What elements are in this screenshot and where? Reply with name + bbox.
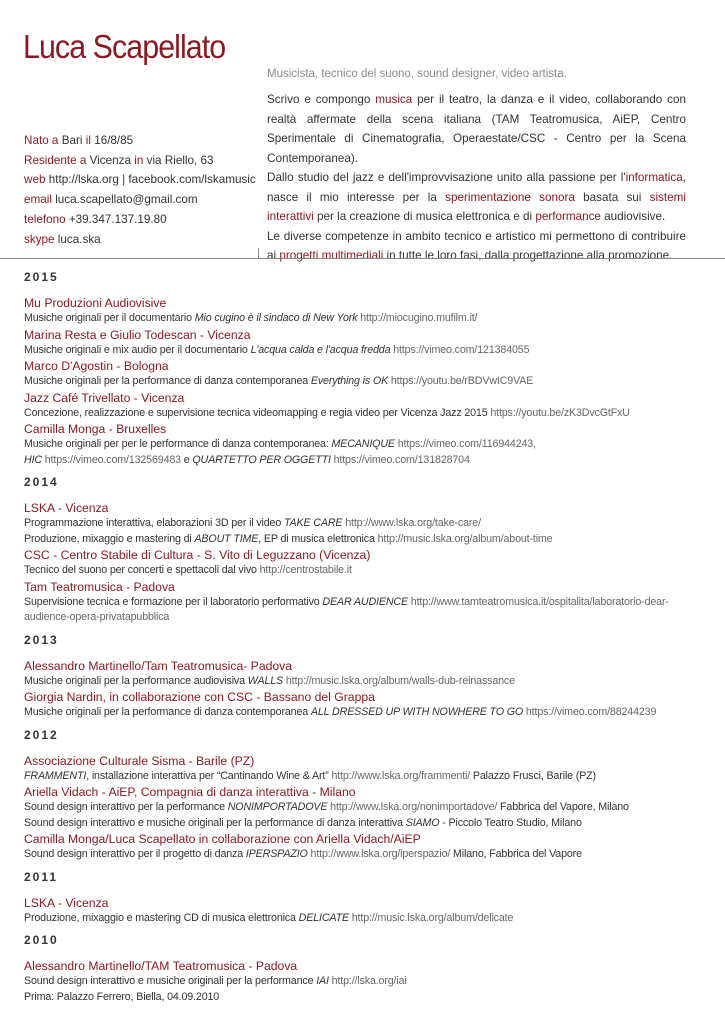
text-segment: facebook.com/lskamusic — [128, 173, 256, 187]
contact-row — [24, 131, 256, 151]
text-segment: http://music.lska.org/album/about-time — [374, 532, 553, 545]
text-segment: Sound design interattivo e musiche originali per la performance di danza interattiva — [24, 816, 406, 829]
year-heading: 2010 — [24, 933, 59, 947]
work-description — [24, 516, 714, 532]
text-segment: in tutte le loro fasi, dalla progettazione alla promozione. — [383, 249, 673, 262]
text-segment: per il teatro, la danza e il video, collaborando con realtà affermate della scena italiana (TAM Teatromusica, AiEP, Centro Sperimentale di Cinematografia, Operaestate/CSC - Centro per la Scena Contemporanea). — [267, 93, 686, 165]
work-description — [24, 847, 714, 863]
text-segment: , EP di musica elettronica — [258, 532, 375, 545]
text-segment: http://music.lska.org/album/walls-dub-reinassance — [283, 674, 515, 687]
work-description — [24, 453, 714, 469]
work-description — [24, 595, 704, 626]
client-name: Ariella Vidach - AiEP, Compagnia di danza interattiva - Milano — [24, 785, 356, 799]
text-segment: Musiche originali per la performance audiovisiva — [24, 674, 248, 687]
text-segment: - Piccolo Teatro Studio, Milano — [439, 816, 582, 829]
cv-year-section — [24, 270, 714, 468]
text-segment: Musiche originali e mix audio per il documentario — [24, 343, 251, 356]
bio-paragraph — [267, 168, 686, 227]
text-segment: HIC — [24, 453, 42, 466]
client-name: Jazz Café Trivellato - Vicenza — [24, 390, 185, 405]
text-segment: Sound design interattivo e musiche originali per la performance — [24, 975, 317, 987]
text-segment: http://www.lska.org/take-care/ — [342, 517, 481, 529]
text-segment: http://miocugino.mufilm.it/ — [357, 312, 478, 324]
text-segment: Tecnico del suono per concerti e spettacoli dal vivo — [24, 564, 257, 576]
client-name: Marina Resta e Giulio Todescan - Vicenza — [24, 327, 251, 342]
subtitle: Musicista, tecnico del suono, sound designer, video artista. — [267, 68, 567, 80]
text-segment: Produzione, mixaggio e mastering di — [24, 532, 195, 545]
text-segment: il — [85, 134, 95, 147]
work-description — [24, 374, 714, 390]
client-name: Camilla Monga - Bruxelles — [24, 422, 167, 436]
year-heading: 2011 — [24, 869, 59, 884]
client-name: LSKA - Vicenza — [24, 895, 109, 910]
work-description — [24, 406, 714, 422]
text-segment: Produzione, mixaggio e mastering CD di musica elettronica — [24, 911, 299, 924]
text-segment: SIAMO — [405, 816, 440, 829]
client-name: Giorgia Nardin, in collaborazione con CSC - Bassano del Grappa — [24, 690, 375, 704]
work-description — [24, 532, 714, 548]
text-segment: Fabbrica del Vapore, Milano — [497, 801, 629, 813]
divider — [0, 258, 725, 259]
text-segment: http://lska.org — [48, 173, 123, 187]
text-segment: https://vimeo.com/131828704 — [330, 453, 470, 466]
text-segment: Milano, Fabbrica del Vapore — [450, 848, 582, 860]
work-description — [24, 990, 714, 1006]
text-segment: Everything is OK — [310, 375, 389, 387]
text-segment: http://centrostabile.it — [256, 564, 352, 576]
text-segment: Supervisione tecnica e formazione per il laboratorio performativo — [24, 595, 323, 608]
text-segment: luca.scapellato@gmail.com — [55, 193, 198, 207]
page-title: Luca Scapellato — [23, 28, 226, 65]
work-description — [24, 563, 714, 579]
text-segment: Musiche originali per il documentario — [24, 312, 195, 324]
work-description — [24, 437, 714, 453]
text-segment: skype — [24, 232, 58, 246]
client-name: Tam Teatromusica - Padova — [24, 579, 175, 594]
text-segment: NONIMPORTADOVE — [227, 801, 328, 813]
client-name: Mu Produzioni Audiovisive — [24, 296, 167, 310]
bio-paragraph — [267, 90, 686, 168]
contact-row — [24, 151, 256, 171]
text-segment: Le diverse competenze in ambito tecnico e artistico mi permettono di contribuire ai — [267, 229, 686, 262]
year-heading: 2012 — [24, 727, 59, 742]
text-segment: Musiche originali per per le performance di danza contemporanea: — [24, 438, 332, 450]
text-segment: luca.ska — [57, 232, 101, 246]
text-segment: MECANIQUE — [331, 438, 395, 450]
cv-year-section — [24, 633, 714, 721]
text-segment: https://vimeo.com/116944243, — [394, 438, 536, 450]
text-segment: telefono — [24, 212, 69, 226]
text-segment: , installazione interattiva per “Cantinando Wine & Art” — [86, 769, 329, 782]
cv-year-section — [24, 475, 714, 626]
cv-year-section — [24, 870, 714, 927]
text-segment: via Riello, 63 — [146, 153, 214, 167]
text-segment: WALLS — [247, 674, 284, 687]
text-segment: | — [122, 173, 129, 187]
work-description — [24, 800, 714, 816]
text-segment: FRAMMENTI — [24, 769, 87, 782]
text-segment: DEAR AUDIENCE — [322, 595, 408, 608]
year-heading: 2014 — [24, 475, 59, 489]
cv-list — [24, 268, 714, 1012]
text-segment: progetti multimediali — [279, 249, 384, 262]
text-segment: , nasce il mio interesse per la — [267, 171, 686, 204]
text-segment: https://vimeo.com/132569483 — [41, 453, 181, 466]
text-segment: http://music.lska.org/album/delicate — [348, 911, 514, 924]
text-segment: http://www.tamteatromusica.it/ospitalita/laboratorio-dear-audience-opera-privatapubblica — [24, 595, 669, 623]
text-segment: Residente a — [24, 153, 90, 167]
text-segment: Palazzo Frusci, Barile (PZ) — [470, 769, 596, 782]
bio — [267, 90, 686, 266]
text-segment: Musiche originali per la performance di danza contemporanea — [24, 375, 311, 387]
text-segment: https://vimeo.com/121384055 — [390, 343, 530, 356]
text-segment: L'acqua calda e l'acqua fredda — [250, 343, 391, 356]
cv-year-section — [24, 728, 714, 863]
text-segment: 16/8/85 — [94, 134, 134, 147]
text-segment: performance — [535, 210, 601, 223]
work-description — [24, 311, 714, 327]
contact-row — [24, 210, 256, 230]
text-segment: http://www.lska.org/nonimportadove/ — [327, 801, 498, 813]
text-segment: ABOUT TIME — [194, 532, 259, 545]
client-name: CSC - Centro Stabile di Cultura - S. Vito di Leguzzano (Vicenza) — [24, 548, 371, 562]
client-name: Associazione Culturale Sisma - Barile (PZ) — [24, 753, 255, 768]
text-segment: IAI — [316, 975, 329, 987]
text-segment: web — [24, 173, 49, 187]
cv-year-section — [24, 933, 714, 1005]
text-segment: Scrivo e compongo — [267, 93, 376, 106]
text-segment: IPERSPAZIO — [245, 848, 308, 860]
work-description — [24, 816, 714, 832]
client-name: Alessandro Martinello/TAM Teatromusica - Padova — [24, 959, 298, 973]
text-segment: +39.347.137.19.80 — [68, 212, 167, 226]
text-segment: http://www.lska.org/frammenti/ — [328, 769, 471, 782]
contact-info — [24, 131, 256, 249]
text-segment: Sound design interattivo per la performance — [24, 801, 228, 813]
text-segment: Musiche originali per la performance di danza contemporanea — [24, 706, 311, 718]
text-segment: Vicenza — [89, 153, 135, 167]
year-heading: 2013 — [24, 632, 59, 647]
text-segment: email — [24, 193, 56, 207]
work-description — [24, 343, 714, 359]
text-segment: per la creazione di musica elettronica e di — [313, 210, 536, 223]
text-segment: informatica — [625, 171, 683, 184]
contact-row — [24, 170, 256, 190]
text-segment: sperimentazione sonora — [445, 190, 575, 204]
client-name: Alessandro Martinello/Tam Teatromusica- Padova — [24, 658, 293, 673]
text-segment: ALL DRESSED UP WITH NOWHERE TO GO — [310, 706, 524, 718]
work-description — [24, 769, 714, 785]
text-segment: QUARTETTO PER OGGETTI — [192, 453, 331, 466]
text-segment: Bari — [61, 134, 86, 147]
contact-row — [24, 230, 256, 250]
year-heading: 2015 — [24, 270, 59, 284]
work-description — [24, 705, 714, 721]
client-name: Marco D'Agostin - Bologna — [24, 359, 169, 373]
text-segment: https://youtu.be/rBDVwIC9VAE — [388, 375, 534, 387]
client-name: LSKA - Vicenza — [24, 501, 109, 515]
text-segment: basata sui — [574, 190, 650, 204]
text-segment: Nato a — [24, 134, 62, 147]
text-segment: Prima: Palazzo Ferrero, Biella, 04.09.2010 — [24, 990, 220, 1003]
text-segment: in — [134, 153, 147, 167]
text-segment: audiovisive. — [600, 210, 666, 223]
text-segment: Mio cugino è il sindaco di New York — [194, 312, 358, 324]
bio-paragraph — [267, 227, 686, 266]
text-segment: e — [180, 453, 193, 466]
work-description — [24, 674, 714, 690]
work-description — [24, 974, 714, 990]
divider — [258, 248, 259, 258]
text-segment: Sound design interattivo per il progetto di danza — [24, 848, 246, 860]
text-segment: Programmazione interattiva, elaborazioni 3D per il video — [24, 517, 284, 529]
text-segment: DELICATE — [298, 911, 349, 924]
text-segment: sistemi interattivi — [267, 190, 687, 223]
client-name: Camilla Monga/Luca Scapellato in collaborazione con Ariella Vidach/AiEP — [24, 832, 421, 846]
contact-row — [24, 190, 256, 210]
text-segment: https://vimeo.com/88244239 — [523, 706, 657, 718]
text-segment: Dallo studio del jazz e dell'improvvisazione unito alla passione per l' — [267, 171, 626, 184]
text-segment: TAKE CARE — [283, 517, 343, 529]
text-segment: Concezione, realizzazione e supervisione tecnica videomapping e regia video per Vicenza Jazz 2015 — [24, 406, 488, 419]
text-segment: http://www.lska.org/iperspazio/ — [307, 848, 451, 860]
text-segment: https://youtu.be/zK3DvcGtFxU — [487, 406, 630, 419]
work-description — [24, 911, 714, 927]
text-segment: http://lska.org/iai — [328, 975, 407, 987]
text-segment: musica — [375, 93, 413, 106]
